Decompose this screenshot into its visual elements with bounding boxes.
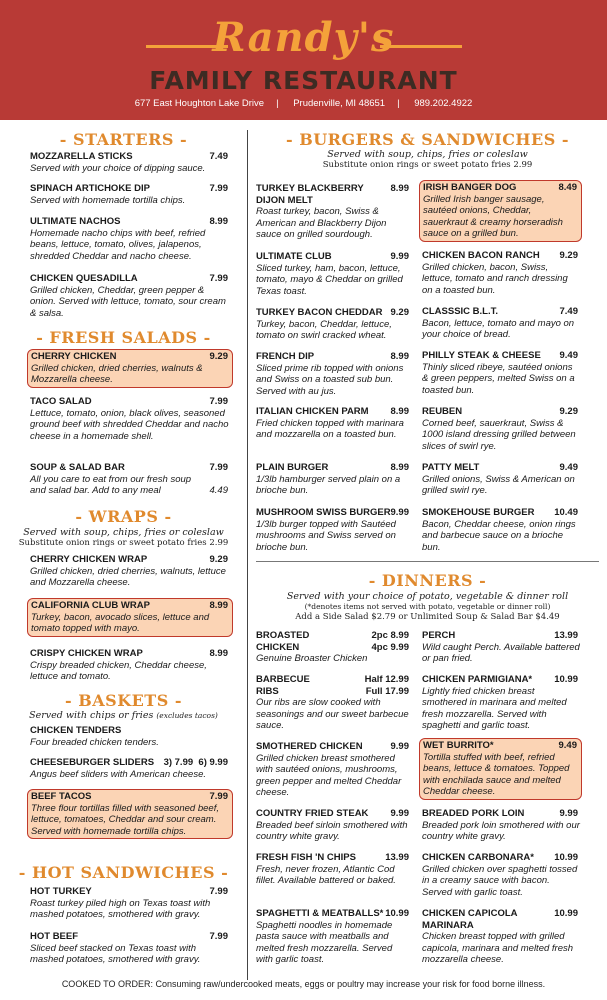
menu-item-highlighted — [419, 180, 582, 242]
menu-item-highlighted — [27, 598, 233, 637]
item-name: BARBECUE RIBS — [256, 674, 310, 697]
item-name: MOZZARELLA STICKS — [30, 151, 133, 162]
item-desc: Lightly fried chicken breast smothered in marinara and melted fresh mozzarella. Served with spaghetti and garlic toast. — [422, 685, 567, 731]
menu-item — [256, 852, 411, 887]
item-name: TURKEY BACON CHEDDAR — [256, 307, 383, 318]
item-price-alt: 4pc 9.99 — [371, 642, 409, 653]
item-name: FRESH FISH 'N CHIPS — [256, 852, 356, 863]
item-desc: Three flour tortillas filled with seasoned beef, lettuce, tomatoes, Cheddar and sour cream. Served with homemade tortilla chips. — [31, 802, 219, 837]
item-desc: Lettuce, tomato, onion, black olives, seasoned ground beef with shredded Cheddar and nacho cheese in a homemade shell. — [30, 407, 229, 442]
baskets-title: - BASKETS - — [65, 691, 182, 710]
item-desc: Served with homemade tortilla chips. — [30, 194, 186, 206]
menu-item — [256, 462, 411, 497]
baskets-sub-text: Served with chips or fries — [29, 710, 154, 721]
item-price: 9.49 — [558, 740, 577, 751]
menu-item — [256, 741, 411, 799]
item-desc: Bacon, lettuce, tomato and mayo on your choice of bread. — [422, 317, 575, 340]
menu-item — [256, 351, 411, 397]
item-name: BEEF TACOS — [31, 791, 92, 802]
menu-item — [30, 757, 230, 780]
menu-item — [422, 306, 580, 341]
item-desc: Turkey, bacon, Cheddar, lettuce, tomato on swirl cracked wheat. — [256, 318, 392, 341]
item-name: CHEESEBURGER SLIDERS — [30, 757, 155, 768]
salads-title: - FRESH SALADS - — [36, 328, 211, 347]
item-desc: Crispy breaded chicken, Cheddar cheese, lettuce and tomato. — [30, 659, 207, 682]
item-name: CRISPY CHICKEN WRAP — [30, 648, 143, 659]
item-name: CHICKEN QUESADILLA — [30, 273, 138, 284]
menu-item — [256, 908, 411, 966]
item-price: 9.29 — [209, 554, 228, 565]
item-name: SPINACH ARTICHOKE DIP — [30, 183, 150, 194]
item-price: 8.99 — [390, 183, 409, 194]
item-desc: Sliced turkey, ham, bacon, lettuce, tomato, mayo & Cheddar on grilled Texas toast. — [256, 262, 403, 297]
item-desc: Breaded beef sirloin smothered with country white gravy. — [256, 819, 408, 842]
item-price: 8.49 — [558, 182, 577, 193]
logo-script: Randy's — [212, 14, 395, 61]
item-price: 8.99 — [209, 216, 228, 227]
menu-item — [422, 630, 580, 665]
item-price: 9.99 — [390, 251, 409, 262]
item-name: PLAIN BURGER — [256, 462, 329, 473]
menu-item — [422, 808, 580, 843]
item-name: PHILLY STEAK & CHEESE — [422, 350, 541, 361]
item-price: 7.99 — [209, 273, 228, 284]
item-price: 7.49 — [559, 306, 578, 317]
menu-item — [30, 462, 230, 497]
menu-item — [256, 307, 411, 342]
item-price: 7.99 — [209, 886, 228, 897]
menu-item — [256, 808, 411, 843]
item-name: CALIFORNIA CLUB WRAP — [31, 600, 150, 611]
item-name: SPAGHETTI & MEATBALLS* — [256, 908, 384, 919]
item-name: CHERRY CHICKEN — [31, 351, 117, 362]
burgers-subtitle: Served with soup, chips, fries or coleslaw — [327, 149, 528, 160]
item-name: CHICKEN CARBONARA* — [422, 852, 534, 863]
hot-sandwiches-title: - HOT SANDWICHES - — [18, 863, 229, 882]
dinners-title: - DINNERS - — [368, 571, 487, 590]
item-desc: Grilled onions, Swiss & American on grilled swirl rye. — [422, 473, 575, 496]
menu-item — [30, 725, 230, 748]
menu-item — [422, 350, 580, 396]
menu-item — [30, 183, 230, 206]
item-desc: 1/3lb hamburger served plain on a brioche bun. — [256, 473, 401, 496]
item-price: 9.49 — [559, 462, 578, 473]
item-name: CLASSSIC B.L.T. — [422, 306, 499, 317]
item-price: 8.99 — [209, 600, 228, 611]
item-desc: Breaded pork loin smothered with our country white gravy. — [422, 819, 580, 842]
item-price: 10.99 — [554, 674, 578, 685]
item-price: 9.29 — [209, 351, 228, 362]
item-desc: Genuine Broaster Chicken — [256, 653, 368, 664]
item-price: 10.49 — [554, 507, 578, 518]
menu-item — [422, 908, 580, 966]
item-price: 3) 7.99 6) 9.99 — [163, 757, 228, 768]
wraps-subtitle: Served with soup, chips, fries or coleslaw — [23, 527, 224, 538]
item-price: Half 12.99 — [364, 674, 409, 685]
item-desc: Roast turkey, bacon, Swiss & American and Blackberry Dijon sauce on grilled sourdough. — [256, 206, 387, 240]
item-price-addon: 4.49 — [209, 485, 228, 496]
menu-item-highlighted — [27, 789, 233, 839]
item-desc: Thinly sliced ribeye, sautéed onions & green peppers, melted Swiss on a toasted bun. — [422, 361, 575, 396]
item-name: TACO SALAD — [30, 396, 92, 407]
item-price: 8.99 — [209, 648, 228, 659]
menu-item — [422, 406, 580, 452]
item-price: 7.99 — [209, 931, 228, 942]
item-price: 13.99 — [385, 852, 409, 863]
item-desc: Chicken breast topped with grilled capicola, marinara and melted fresh mozzarella cheese. — [422, 931, 574, 965]
item-desc: Grilled chicken over spaghetti tossed in a creamy sauce with bacon. Served with garlic toast. — [422, 863, 578, 898]
item-desc: Grilled chicken, dried cherries, walnuts, lettuce and Mozzarella cheese. — [30, 565, 226, 588]
item-price: 13.99 — [554, 630, 578, 641]
menu-item — [256, 507, 411, 553]
item-name: CHICKEN TENDERS — [30, 725, 122, 736]
item-desc: Served with your choice of dipping sauce. — [30, 162, 206, 174]
item-desc: Grilled Irish banger sausage, sautéed onions, Cheddar, sauerkraut & creamy horseradish sauce on a grilled bun. — [423, 193, 563, 239]
item-price: 9.29 — [559, 406, 578, 417]
dinners-subtitle-2: (*denotes items not served with potato, vegetable or dinner roll) — [304, 602, 551, 611]
item-price: 9.99 — [390, 808, 409, 819]
menu-item — [422, 852, 580, 898]
contact-line: 677 East Houghton Lake Drive | Prudenville, MI 48651 | 989.202.4922 — [134, 98, 473, 109]
menu-item — [256, 251, 411, 297]
menu-item — [30, 931, 230, 966]
phone: 989.202.4922 — [414, 98, 473, 109]
menu-item — [422, 507, 580, 553]
right-column — [248, 0, 607, 1000]
wraps-title: - WRAPS - — [75, 507, 172, 526]
item-name: PATTY MELT — [422, 462, 480, 473]
item-name: REUBEN — [422, 406, 463, 417]
item-price: 7.99 — [209, 791, 228, 802]
item-name: CHERRY CHICKEN WRAP — [30, 554, 148, 565]
item-name: SOUP & SALAD BAR — [30, 462, 125, 473]
item-desc: Tortilla stuffed with beef, refried beans, lettuce & tomatoes. Topped with enchilada sauce and melted Cheddar cheese. — [423, 751, 570, 797]
item-name: CHICKEN PARMIGIANA* — [422, 674, 533, 685]
starters-title: - STARTERS - — [59, 130, 188, 149]
item-desc: Spaghetti noodles in homemade pasta sauce with meatballs and melted fresh mozzarella. Served with garlic toast. — [256, 919, 393, 965]
baskets-subtitle — [0, 710, 247, 721]
item-name: SMOTHERED CHICKEN — [256, 741, 363, 752]
item-desc: Four breaded chicken tenders. — [30, 736, 159, 748]
item-price: 10.99 — [554, 852, 578, 863]
menu-item — [256, 630, 411, 665]
item-price: 9.99 — [390, 507, 409, 518]
menu-item — [30, 273, 230, 319]
menu-item — [422, 462, 580, 497]
item-price: 7.99 — [209, 396, 228, 407]
footer-disclaimer: COOKED TO ORDER: Consuming raw/undercooked meats, eggs or poultry may increase your risk for food borne illness. — [61, 979, 546, 989]
item-price: 2pc 8.99 — [371, 630, 409, 641]
item-price: 9.99 — [559, 808, 578, 819]
item-name: ULTIMATE CLUB — [256, 251, 332, 262]
item-name: BROASTED CHICKEN — [256, 630, 310, 653]
left-column — [0, 0, 247, 1000]
item-price: 7.99 — [209, 183, 228, 194]
menu-item-highlighted — [419, 738, 582, 800]
item-desc: Roast turkey piled high on Texas toast with mashed potatoes, smothered with gravy. — [30, 897, 211, 920]
item-desc: Wild caught Perch. Available battered or pan fried. — [422, 641, 580, 664]
menu-item — [256, 674, 411, 732]
item-price: 8.99 — [390, 351, 409, 362]
menu-item — [30, 216, 230, 262]
menu-item — [30, 648, 230, 683]
menu-item — [30, 151, 230, 174]
item-name: ULTIMATE NACHOS — [30, 216, 121, 227]
item-desc: Sliced prime rib topped with onions and Swiss on a toasted sub bun. Served with au jus. — [256, 362, 404, 397]
burgers-title: - BURGERS & SANDWICHES - — [285, 130, 569, 149]
item-price: 8.99 — [390, 406, 409, 417]
item-price: 9.29 — [559, 250, 578, 261]
menu-item — [30, 554, 230, 589]
item-price: 8.99 — [390, 462, 409, 473]
item-name: ITALIAN CHICKEN PARM — [256, 406, 369, 417]
item-name: TURKEY BLACKBERRY DIJON MELT — [256, 183, 364, 206]
menu-item-highlighted — [27, 349, 233, 388]
item-desc: Fresh, never frozen, Atlantic Cod fillet. Available battered or baked. — [256, 863, 396, 886]
dinners-rule — [256, 561, 599, 562]
menu-item — [30, 886, 230, 921]
baskets-sub-note: (excludes tacos) — [156, 711, 218, 720]
menu-item — [422, 674, 580, 732]
item-name: IRISH BANGER DOG — [423, 182, 517, 193]
logo-title: FAMILY RESTAURANT — [149, 66, 458, 95]
item-desc: Bacon, Cheddar cheese, onion rings and barbecue sauce on a brioche bun. — [422, 518, 576, 553]
item-name: CHICKEN CAPICOLA MARINARA — [422, 908, 518, 931]
item-name: FRENCH DIP — [256, 351, 315, 362]
item-price-alt: Full 17.99 — [365, 686, 409, 697]
item-name: COUNTRY FRIED STEAK — [256, 808, 369, 819]
burgers-subtitle-2: Substitute onion rings or sweet potato fries 2.99 — [322, 160, 533, 170]
item-desc: Sliced beef stacked on Texas toast with mashed potatoes, smothered with gravy. — [30, 942, 201, 965]
item-desc: Fried chicken topped with marinara and mozzarella on a toasted bun. — [256, 417, 404, 440]
menu-item — [256, 183, 411, 241]
item-price: 7.99 — [209, 462, 228, 473]
item-desc: Turkey, bacon, avocado slices, lettuce and tomato topped with mayo. — [31, 611, 210, 634]
item-name: PERCH — [422, 630, 456, 641]
item-desc: Grilled chicken breast smothered with sautéed onions, mushrooms, green pepper and melted Cheddar cheese. — [256, 752, 402, 798]
menu-item — [256, 406, 411, 441]
item-price: 9.29 — [390, 307, 409, 318]
item-desc: Grilled chicken, dried cherries, walnuts & Mozzarella cheese. — [31, 362, 203, 385]
wraps-subtitle-2: Substitute onion rings or sweet potato fries 2.99 — [18, 538, 229, 548]
item-name: HOT BEEF — [30, 931, 79, 942]
item-price: 10.99 — [385, 908, 409, 919]
item-price: 9.49 — [559, 350, 578, 361]
item-name: MUSHROOM SWISS BURGER — [256, 507, 391, 518]
item-name: BREADED PORK LOIN — [422, 808, 525, 819]
item-price: 10.99 — [554, 908, 578, 919]
item-desc: Grilled chicken, Cheddar, green pepper & onion. Served with lettuce, tomato, sour cream & salsa. — [30, 284, 226, 319]
city: Prudenville, MI 48651 — [293, 98, 386, 109]
item-desc: Grilled chicken, bacon, Swiss, lettuce, tomato and ranch dressing on a toasted bun. — [422, 261, 568, 296]
item-desc: Angus beef sliders with American cheese. — [30, 768, 207, 780]
item-price: 9.99 — [390, 741, 409, 752]
item-name: SMOKEHOUSE BURGER — [422, 507, 535, 518]
dinners-subtitle: Served with your choice of potato, vegetable & dinner roll — [286, 591, 569, 602]
dinners-subtitle-3: Add a Side Salad $2.79 or Unlimited Soup & Salad Bar $4.49 — [295, 612, 560, 622]
item-price: 7.49 — [209, 151, 228, 162]
item-name: HOT TURKEY — [30, 886, 92, 897]
item-desc: All you care to eat from our fresh soup and salad bar. Add to any meal — [30, 473, 192, 496]
item-desc: Homemade nacho chips with beef, refried beans, lettuce, tomato, olives, jalapenos, shredded Cheddar and nacho cheese. — [30, 227, 206, 262]
item-name: WET BURRITO* — [423, 740, 494, 751]
item-desc: 1/3lb burger topped with Sautéed mushrooms and Swiss served on brioche bun. — [256, 518, 396, 553]
address: 677 East Houghton Lake Drive — [134, 98, 265, 109]
item-desc: Corned beef, sauerkraut, Swiss & 1000 island dressing grilled between slices of swirl rye. — [422, 417, 576, 452]
item-desc: Our ribs are slow cooked with seasonings and our sweet barbecue sauce. — [256, 697, 409, 731]
item-name: CHICKEN BACON RANCH — [422, 250, 540, 261]
menu-item — [30, 396, 230, 442]
menu-item — [422, 250, 580, 296]
